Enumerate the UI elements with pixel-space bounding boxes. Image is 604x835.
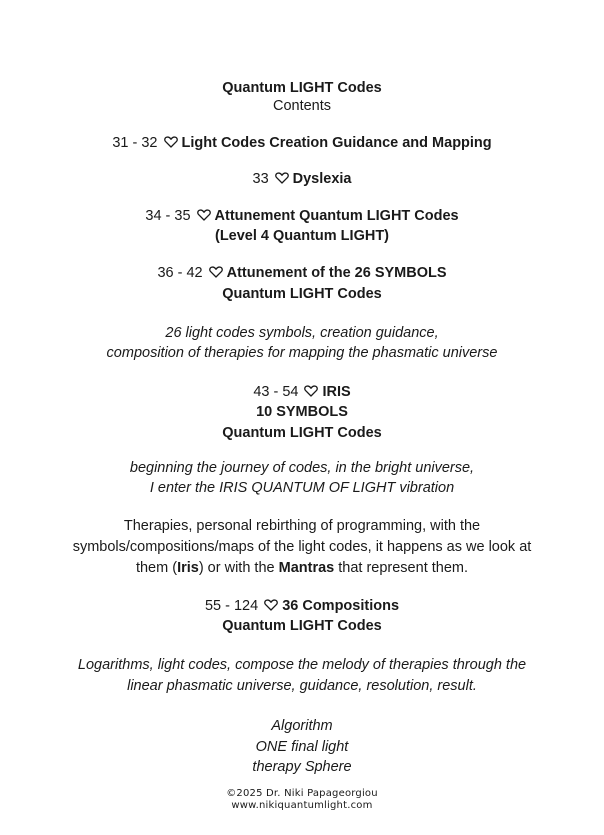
toc-entry-description: 26 light codes symbols, creation guidance,	[165, 325, 439, 341]
closing-line: ONE final light	[255, 739, 349, 755]
toc-entry-title: Dyslexia	[292, 171, 352, 187]
toc-entry-description: Logarithms, light codes, compose the melody of therapies through the	[77, 657, 527, 673]
toc-entry-pages: 34 - 35	[145, 208, 191, 224]
toc-entry-title: 36 Compositions	[282, 598, 400, 614]
heart-outline-icon	[275, 172, 289, 184]
toc-entry-3	[0, 206, 604, 226]
heart-outline-icon	[164, 136, 178, 148]
toc-entry-pages: 36 - 42	[157, 265, 203, 281]
toc-entry-description: beginning the journey of codes, in the bright universe,	[129, 460, 475, 476]
toc-entry-subtitle: Quantum LIGHT Codes	[222, 425, 382, 441]
toc-entry-4	[0, 263, 604, 283]
heart-outline-icon	[197, 209, 211, 221]
toc-entry-6	[0, 596, 604, 616]
toc-entry-description: I enter the IRIS QUANTUM OF LIGHT vibration	[149, 480, 455, 496]
toc-entry-title: Attunement Quantum LIGHT Codes	[214, 208, 459, 224]
page-subtitle: Contents	[272, 98, 332, 114]
toc-entry-2	[0, 169, 604, 189]
toc-entry-subtitle: Quantum LIGHT Codes	[222, 618, 382, 634]
toc-entry-description: linear phasmatic universe, guidance, resolution, result.	[127, 678, 477, 694]
toc-entry-pages: 31 - 32	[112, 135, 158, 151]
toc-entry-pages: 33	[252, 171, 269, 187]
toc-entry-subtitle: 10 SYMBOLS	[256, 404, 348, 420]
website-text: www.nikiquantumlight.com	[231, 800, 373, 811]
closing-line: therapy Sphere	[252, 759, 352, 775]
therapy-paragraph-line: symbols/compositions/maps of the light codes, it happens as we look at	[72, 539, 532, 555]
iris-term: Iris	[177, 560, 199, 576]
toc-entry-5	[0, 382, 604, 402]
heart-outline-icon	[304, 385, 318, 397]
toc-entry-title: Attunement of the 26 SYMBOLS	[226, 265, 447, 281]
toc-entry-pages: 55 - 124	[204, 598, 259, 614]
therapy-paragraph-line: Therapies, personal rebirthing of programming, with the	[123, 518, 481, 534]
paragraph-text: them (	[135, 560, 178, 576]
toc-entry-subtitle: Quantum LIGHT Codes	[222, 286, 382, 302]
heart-outline-icon	[264, 599, 278, 611]
toc-entry-title: IRIS	[322, 384, 351, 400]
page-title: Quantum LIGHT Codes	[222, 80, 382, 96]
closing-line: Algorithm	[271, 718, 333, 734]
toc-entry-description: composition of therapies for mapping the phasmatic universe	[106, 345, 498, 361]
paragraph-text: that represent them.	[334, 560, 469, 576]
toc-entry-title: Light Codes Creation Guidance and Mapping	[181, 135, 492, 151]
toc-entry-subtitle: (Level 4 Quantum LIGHT)	[214, 228, 389, 244]
heart-outline-icon	[209, 266, 223, 278]
paragraph-text: ) or with the	[198, 560, 279, 576]
toc-entry-1	[0, 133, 604, 153]
mantras-term: Mantras	[278, 560, 335, 576]
therapy-paragraph-line	[0, 558, 604, 578]
toc-entry-pages: 43 - 54	[253, 384, 299, 400]
copyright-text: ©2025 Dr. Niki Papageorgiou	[226, 788, 378, 799]
